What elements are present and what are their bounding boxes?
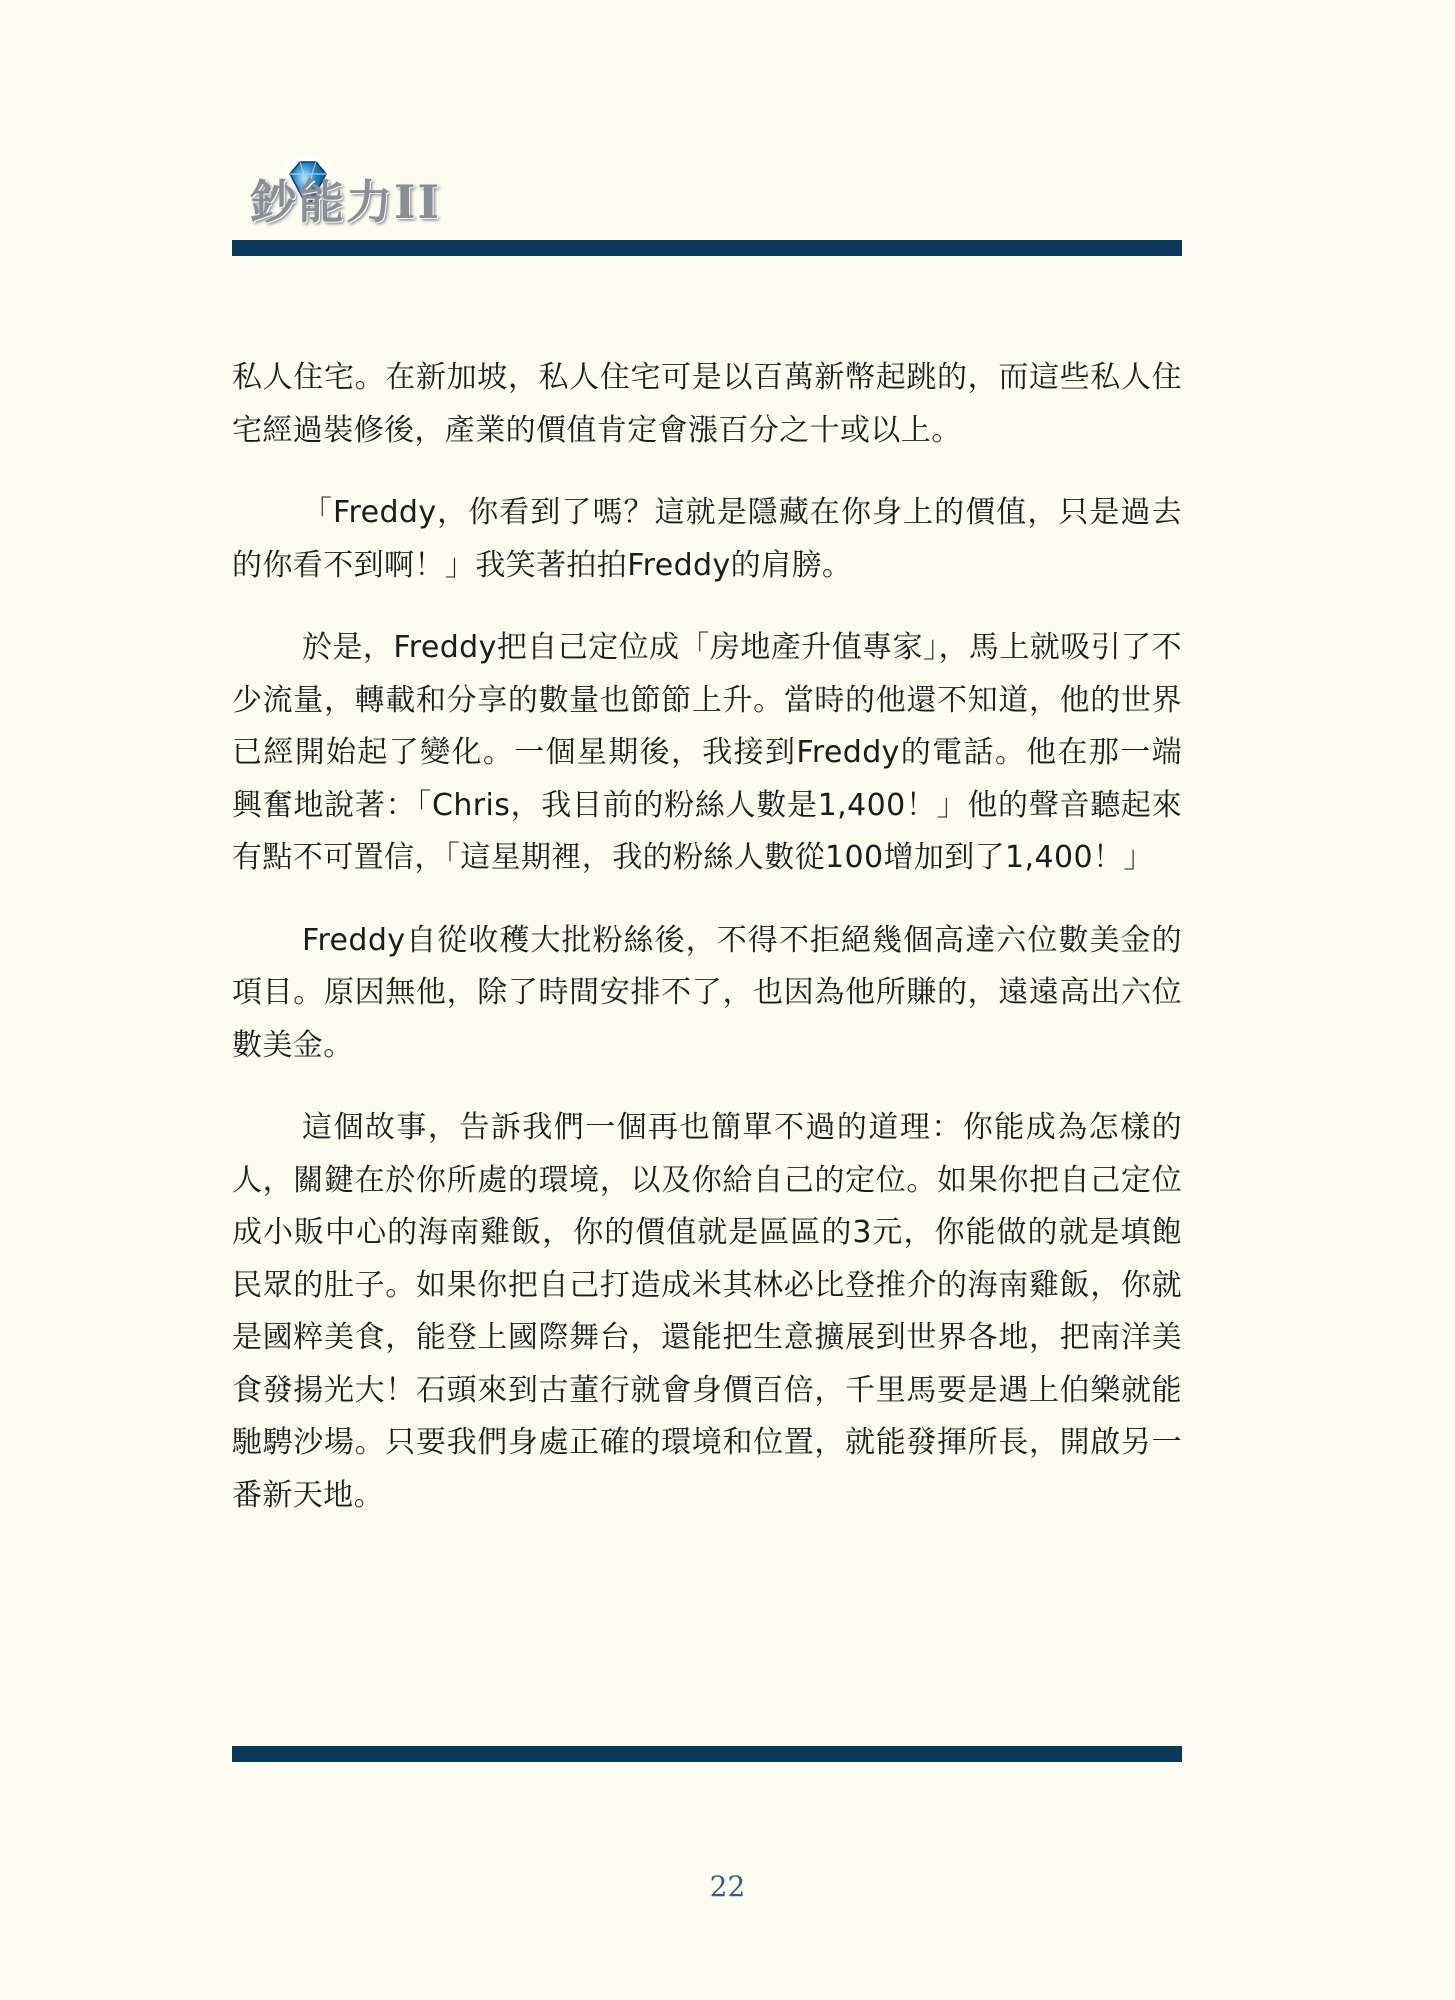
header-rule <box>232 240 1182 256</box>
footer-rule <box>232 1746 1182 1762</box>
logo-wordmark: 鈔能力II <box>250 175 442 229</box>
paragraph: 於是，Freddy把自己定位成「房地產升值專家」，馬上就吸引了不少流量，轉載和分享的數量也節節上升。當時的他還不知道，他的世界已經開始起了變化。一個星期後，我接到Freddy的電話。他在那一端興奮地說著：「Chris，我目前的粉絲人數是1,400！」他的聲音聽起來有點不可置信，「這星期裡，我的粉絲人數從100增加到了1,400！」 <box>232 630 1182 875</box>
paragraph: Freddy自從收穫大批粉絲後，不得不拒絕幾個高達六位數美金的項目。原因無他，除了時間安排不了，也因為他所賺的，遠遠高出六位數美金。 <box>232 922 1182 1063</box>
body-text <box>232 352 1182 1552</box>
paragraph: 這個故事，告訴我們一個再也簡單不過的道理：你能成為怎樣的人，關鍵在於你所處的環境，以及你給自己的定位。如果你把自己定位成小販中心的海南雞飯，你的價值就是區區的3元，你能做的就是填飽民眾的肚子。如果你把自己打造成米其林必比登推介的海南雞飯，你就是國粹美食，能登上國際舞台，還能把生意擴展到世界各地，把南洋美食發揚光大！石頭來到古董行就會身價百倍，千里馬要是遇上伯樂就能馳騁沙場。只要我們身處正確的環境和位置，就能發揮所長，開啟另一番新天地。 <box>232 1110 1182 1513</box>
page-number: 22 <box>709 1870 746 1903</box>
paragraph: 私人住宅。在新加坡，私人住宅可是以百萬新幣起跳的，而這些私人住宅經過裝修後，產業的價值肯定會漲百分之十或以上。 <box>232 360 1182 448</box>
book-logo <box>232 138 442 234</box>
paragraph: 「Freddy，你看到了嗎？這就是隱藏在你身上的價值，只是過去的你看不到啊！」我笑著拍拍Freddy的肩膀。 <box>232 495 1182 583</box>
